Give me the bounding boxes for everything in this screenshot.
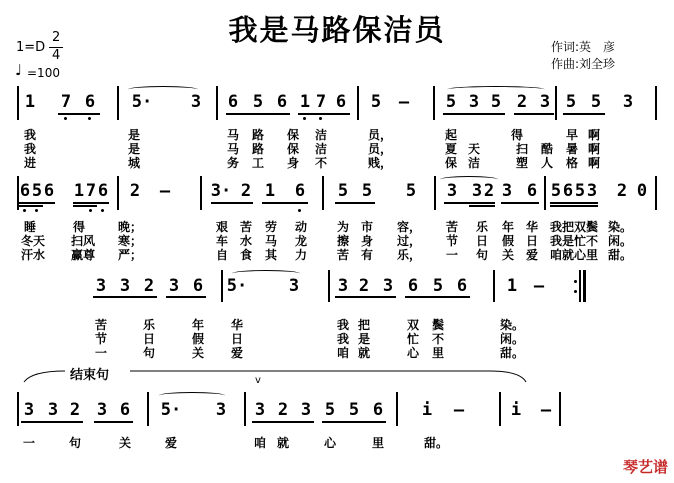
lyric: 关 — [118, 436, 132, 450]
key-signature: 1=D — [16, 40, 46, 55]
note: 6 — [407, 276, 419, 296]
note: 7 — [60, 92, 72, 112]
barline — [117, 86, 119, 120]
note: 5 — [565, 92, 577, 112]
composer-credit: 作曲:刘全珍 — [551, 57, 616, 71]
lyric: 忙 — [406, 332, 420, 346]
barline — [147, 392, 149, 426]
note: 3 — [300, 400, 312, 420]
note: 3 — [96, 400, 108, 420]
lyric: 甜。 — [423, 436, 449, 450]
lyric: 务 — [226, 156, 240, 170]
lyric: 乐 — [142, 318, 156, 332]
lyric: 我把双鬓 — [549, 220, 599, 234]
lyric: 严； — [117, 248, 143, 262]
ending-label: 结束句 — [70, 368, 110, 383]
lyric: 句 — [475, 248, 489, 262]
lyric: 自 — [215, 248, 229, 262]
lyric: 市 — [360, 220, 374, 234]
eighth-underline — [252, 421, 314, 423]
lyric: 晚； — [117, 220, 143, 234]
time-signature-top: 2 — [52, 30, 61, 45]
note: 2 — [143, 276, 155, 296]
barline — [655, 86, 657, 120]
low-octave-dot — [35, 209, 38, 212]
lyric: 啊 — [587, 128, 601, 142]
barline — [357, 86, 359, 120]
eighth-underline — [514, 113, 554, 115]
lyric: 苦 — [336, 248, 350, 262]
lyric: 塑 — [515, 156, 529, 170]
note: 5· — [160, 400, 182, 420]
note: 5 — [252, 92, 264, 112]
lyric: 马 — [226, 128, 240, 142]
eighth-underline — [58, 113, 100, 115]
sixteenth-underline — [73, 205, 97, 207]
lyricist-credit: 作词:英 彦 — [551, 40, 616, 54]
note: 1 — [73, 181, 85, 201]
low-octave-dot — [298, 209, 301, 212]
note: 6 — [456, 276, 468, 296]
barline — [17, 392, 19, 426]
note: – — [540, 400, 552, 420]
note: 5 — [432, 276, 444, 296]
lyric: 我 — [336, 318, 350, 332]
lyric: 洁 — [314, 142, 328, 156]
repeat-dot — [574, 280, 577, 283]
lyric: 保 — [286, 142, 300, 156]
lyric: 贱， — [367, 156, 393, 170]
accent-mark: v — [255, 375, 261, 386]
note: 0 — [636, 181, 648, 201]
lyric: 不 — [314, 156, 328, 170]
lyric: 身 — [360, 234, 374, 248]
lyric: 马 — [264, 234, 278, 248]
lyric: 酷 — [540, 142, 554, 156]
lyric: 爱 — [164, 436, 178, 450]
lyric: 年 — [191, 318, 205, 332]
eighth-underline — [335, 296, 396, 298]
lyric: 睡 — [23, 220, 37, 234]
eighth-underline — [443, 113, 505, 115]
barline — [396, 392, 398, 426]
quarter-note-icon: ♩ — [15, 61, 23, 79]
lyric: 容， — [396, 220, 422, 234]
note: 2 — [240, 181, 252, 201]
tempo-value: =100 — [27, 66, 60, 80]
lyric: 擦 — [336, 234, 350, 248]
lyric: 就 — [357, 346, 371, 360]
lyric: 洁 — [467, 156, 481, 170]
lyric: 是 — [127, 142, 141, 156]
lyric: 马 — [226, 142, 240, 156]
lyric: 其 — [264, 248, 278, 262]
lyric: 日 — [475, 234, 489, 248]
note: 5· — [131, 92, 153, 112]
lyric: 就 — [276, 436, 290, 450]
brand-logo[interactable]: 琴艺谱 — [622, 458, 668, 476]
note: 3 — [622, 92, 634, 112]
lyric: 动 — [294, 220, 308, 234]
lyric: 爱 — [525, 248, 539, 262]
note: 2 — [616, 181, 628, 201]
note: 3 — [382, 276, 394, 296]
lyric: 早 — [565, 128, 579, 142]
barline — [17, 86, 19, 120]
barline — [200, 176, 202, 210]
lyric: 甜。 — [499, 346, 525, 360]
note: 1 — [264, 181, 276, 201]
lyric: 暑 — [565, 142, 579, 156]
lyric: 格 — [565, 156, 579, 170]
note: 7 — [315, 92, 327, 112]
note: 3 — [468, 92, 480, 112]
note: 1 — [24, 92, 36, 112]
lyric: 里 — [371, 436, 385, 450]
lyric: 华 — [230, 318, 244, 332]
lyric: 节 — [445, 234, 459, 248]
note: – — [398, 92, 410, 112]
note: 3 — [168, 276, 180, 296]
note: 6 — [227, 92, 239, 112]
note: 3 — [119, 276, 131, 296]
note: 3 — [337, 276, 349, 296]
eighth-underline — [550, 202, 598, 204]
lyric: 节 — [94, 332, 108, 346]
note: 3 — [47, 400, 59, 420]
low-octave-dot — [319, 117, 322, 120]
eighth-underline — [73, 202, 109, 204]
sixteenth-underline — [550, 205, 598, 207]
note: 6 — [192, 276, 204, 296]
lyric: 双 — [406, 318, 420, 332]
lyric: 日 — [230, 332, 244, 346]
lyric: 得 — [510, 128, 524, 142]
eighth-underline — [405, 296, 470, 298]
note: 5 — [348, 400, 360, 420]
lyric: 我是忙不 — [549, 234, 599, 248]
note: 2 — [69, 400, 81, 420]
note: 5 — [31, 181, 43, 201]
note: 6 — [19, 181, 31, 201]
note: – — [159, 181, 171, 201]
low-octave-dot — [89, 209, 92, 212]
note: 6 — [294, 181, 306, 201]
lyric: 保 — [286, 128, 300, 142]
barline — [493, 270, 495, 302]
note: 3 — [215, 400, 227, 420]
note: 6 — [335, 92, 347, 112]
note: 6 — [119, 400, 131, 420]
lyric: 扫风 — [70, 234, 96, 248]
lyric: 我 — [23, 142, 37, 156]
eighth-underline — [226, 113, 290, 115]
lyric: 把 — [357, 318, 371, 332]
lyric: 一 — [22, 436, 36, 450]
note: i — [421, 400, 433, 420]
low-octave-dot — [101, 209, 104, 212]
lyric: 染。 — [607, 220, 633, 234]
lyric: 洁 — [314, 128, 328, 142]
lyric: 关 — [191, 346, 205, 360]
note: 3 — [288, 276, 300, 296]
lyric: 啊 — [587, 156, 601, 170]
lyric: 苦 — [94, 318, 108, 332]
lyric: 咱 — [336, 346, 350, 360]
eighth-underline — [19, 202, 55, 204]
note: 5 — [361, 181, 373, 201]
song-title: 我是马路保洁员 — [228, 13, 446, 47]
barline — [555, 86, 557, 120]
barline — [117, 176, 119, 210]
lyric: 华 — [525, 220, 539, 234]
lyric: 咱 — [253, 436, 267, 450]
lyric: 一 — [94, 346, 108, 360]
note: 7 — [85, 181, 97, 201]
note: 5 — [590, 92, 602, 112]
lyric: 起 — [444, 128, 458, 142]
eighth-underline — [298, 113, 350, 115]
note: 6 — [562, 181, 574, 201]
lyric: 工 — [251, 156, 265, 170]
lyric: 咱就心里 — [549, 248, 599, 262]
lyric: 句 — [68, 436, 82, 450]
repeat-barline — [579, 270, 581, 302]
note: 5 — [370, 92, 382, 112]
lyric: 关 — [501, 248, 515, 262]
eighth-underline — [322, 421, 386, 423]
lyric: 闲。 — [607, 234, 633, 248]
lyric: 龙 — [294, 234, 308, 248]
note: 5 — [445, 92, 457, 112]
note: 2 — [516, 92, 528, 112]
barline — [499, 392, 501, 426]
lyric: 车 — [215, 234, 229, 248]
note: 3 — [446, 181, 458, 201]
note: 3 — [254, 400, 266, 420]
lyric: 假 — [501, 234, 515, 248]
eighth-underline — [21, 421, 83, 423]
note: 3 — [501, 181, 513, 201]
repeat-dot — [574, 290, 577, 293]
lyric: 进 — [23, 156, 37, 170]
barline — [244, 392, 246, 426]
barline — [322, 176, 324, 210]
note: 2 — [129, 181, 141, 201]
eighth-underline — [262, 202, 308, 204]
note: 6 — [84, 92, 96, 112]
lyric: 不 — [431, 332, 445, 346]
lyric: 日 — [525, 234, 539, 248]
note: 3 — [190, 92, 202, 112]
sixteenth-underline — [469, 205, 495, 207]
note: 2 — [358, 276, 370, 296]
lyric: 鬓 — [431, 318, 445, 332]
eighth-underline — [94, 421, 133, 423]
lyric: 心 — [323, 436, 337, 450]
low-octave-dot — [303, 117, 306, 120]
note: 3· — [210, 181, 232, 201]
lyric: 人 — [540, 156, 554, 170]
note: 3 — [23, 400, 35, 420]
lyric: 乐 — [475, 220, 489, 234]
lyric: 爱 — [230, 346, 244, 360]
lyric: 水 — [239, 234, 253, 248]
lyric: 假 — [191, 332, 205, 346]
note: 6 — [526, 181, 538, 201]
lyric: 汗水 — [20, 248, 46, 262]
lyric: 扫 — [515, 142, 529, 156]
lyric: 日 — [142, 332, 156, 346]
note: 3 — [539, 92, 551, 112]
note: 2 — [277, 400, 289, 420]
lyric: 乐， — [396, 248, 422, 262]
note: – — [453, 400, 465, 420]
lyric: 艰 — [215, 220, 229, 234]
lyric: 为 — [336, 220, 350, 234]
lyric: 是 — [127, 128, 141, 142]
lyric: 劳 — [264, 220, 278, 234]
note: 5 — [550, 181, 562, 201]
note: 5 — [490, 92, 502, 112]
note: 2 — [483, 181, 495, 201]
barline — [434, 176, 436, 210]
tie-slur — [159, 392, 225, 399]
lyric: 甜。 — [607, 248, 633, 262]
lyric: 年 — [501, 220, 515, 234]
lyric: 里 — [431, 346, 445, 360]
eighth-underline — [93, 296, 157, 298]
barline — [655, 176, 657, 210]
lyric: 心 — [406, 346, 420, 360]
lyric: 得 — [72, 220, 86, 234]
eighth-underline — [444, 202, 495, 204]
lyric: 过， — [396, 234, 422, 248]
lyric: 力 — [294, 248, 308, 262]
note: 3 — [95, 276, 107, 296]
lyric: 染。 — [499, 318, 525, 332]
lyric: 句 — [142, 346, 156, 360]
lyric: 保 — [444, 156, 458, 170]
note: 6 — [97, 181, 109, 201]
lyric: 员， — [367, 128, 393, 142]
note: i — [510, 400, 522, 420]
note: 3 — [586, 181, 598, 201]
note: 5· — [226, 276, 248, 296]
note: 6 — [372, 400, 384, 420]
lyric: 路 — [251, 128, 265, 142]
note: 5 — [405, 181, 417, 201]
note: 5 — [324, 400, 336, 420]
lyric: 天 — [467, 142, 481, 156]
lyric: 寒； — [117, 234, 143, 248]
low-octave-dot — [88, 117, 91, 120]
lyric: 员， — [367, 142, 393, 156]
barline — [328, 270, 330, 302]
lyric: 啊 — [587, 142, 601, 156]
barline — [559, 392, 561, 426]
low-octave-dot — [64, 117, 67, 120]
note: 1 — [506, 276, 518, 296]
eighth-underline — [563, 113, 605, 115]
note: – — [533, 276, 545, 296]
repeat-barline-thick — [583, 270, 586, 302]
eighth-underline — [501, 202, 539, 204]
sixteenth-underline — [19, 205, 43, 207]
lyric: 一 — [445, 248, 459, 262]
note: 5 — [337, 181, 349, 201]
lyric: 冬天 — [20, 234, 46, 248]
note: 6 — [276, 92, 288, 112]
low-octave-dot — [23, 209, 26, 212]
barline — [216, 86, 218, 120]
lyric: 我 — [23, 128, 37, 142]
barline — [544, 176, 546, 210]
lyric: 闲。 — [499, 332, 525, 346]
lyric: 路 — [251, 142, 265, 156]
lyric: 有 — [360, 248, 374, 262]
eighth-underline — [335, 202, 375, 204]
time-signature-bottom: 4 — [52, 48, 61, 63]
lyric: 赢尊 — [70, 248, 96, 262]
lyric: 苦 — [239, 220, 253, 234]
lyric: 身 — [286, 156, 300, 170]
note: 3 — [471, 181, 483, 201]
lyric: 我 — [336, 332, 350, 346]
barline — [433, 86, 435, 120]
lyric: 是 — [357, 332, 371, 346]
note: 1 — [299, 92, 311, 112]
note: 5 — [574, 181, 586, 201]
lyric: 城 — [127, 156, 141, 170]
lyric: 夏 — [444, 142, 458, 156]
lyric: 食 — [239, 248, 253, 262]
eighth-underline — [166, 296, 206, 298]
eighth-underline — [211, 202, 253, 204]
barline — [221, 270, 223, 302]
lyric: 苦 — [445, 220, 459, 234]
note: 6 — [43, 181, 55, 201]
